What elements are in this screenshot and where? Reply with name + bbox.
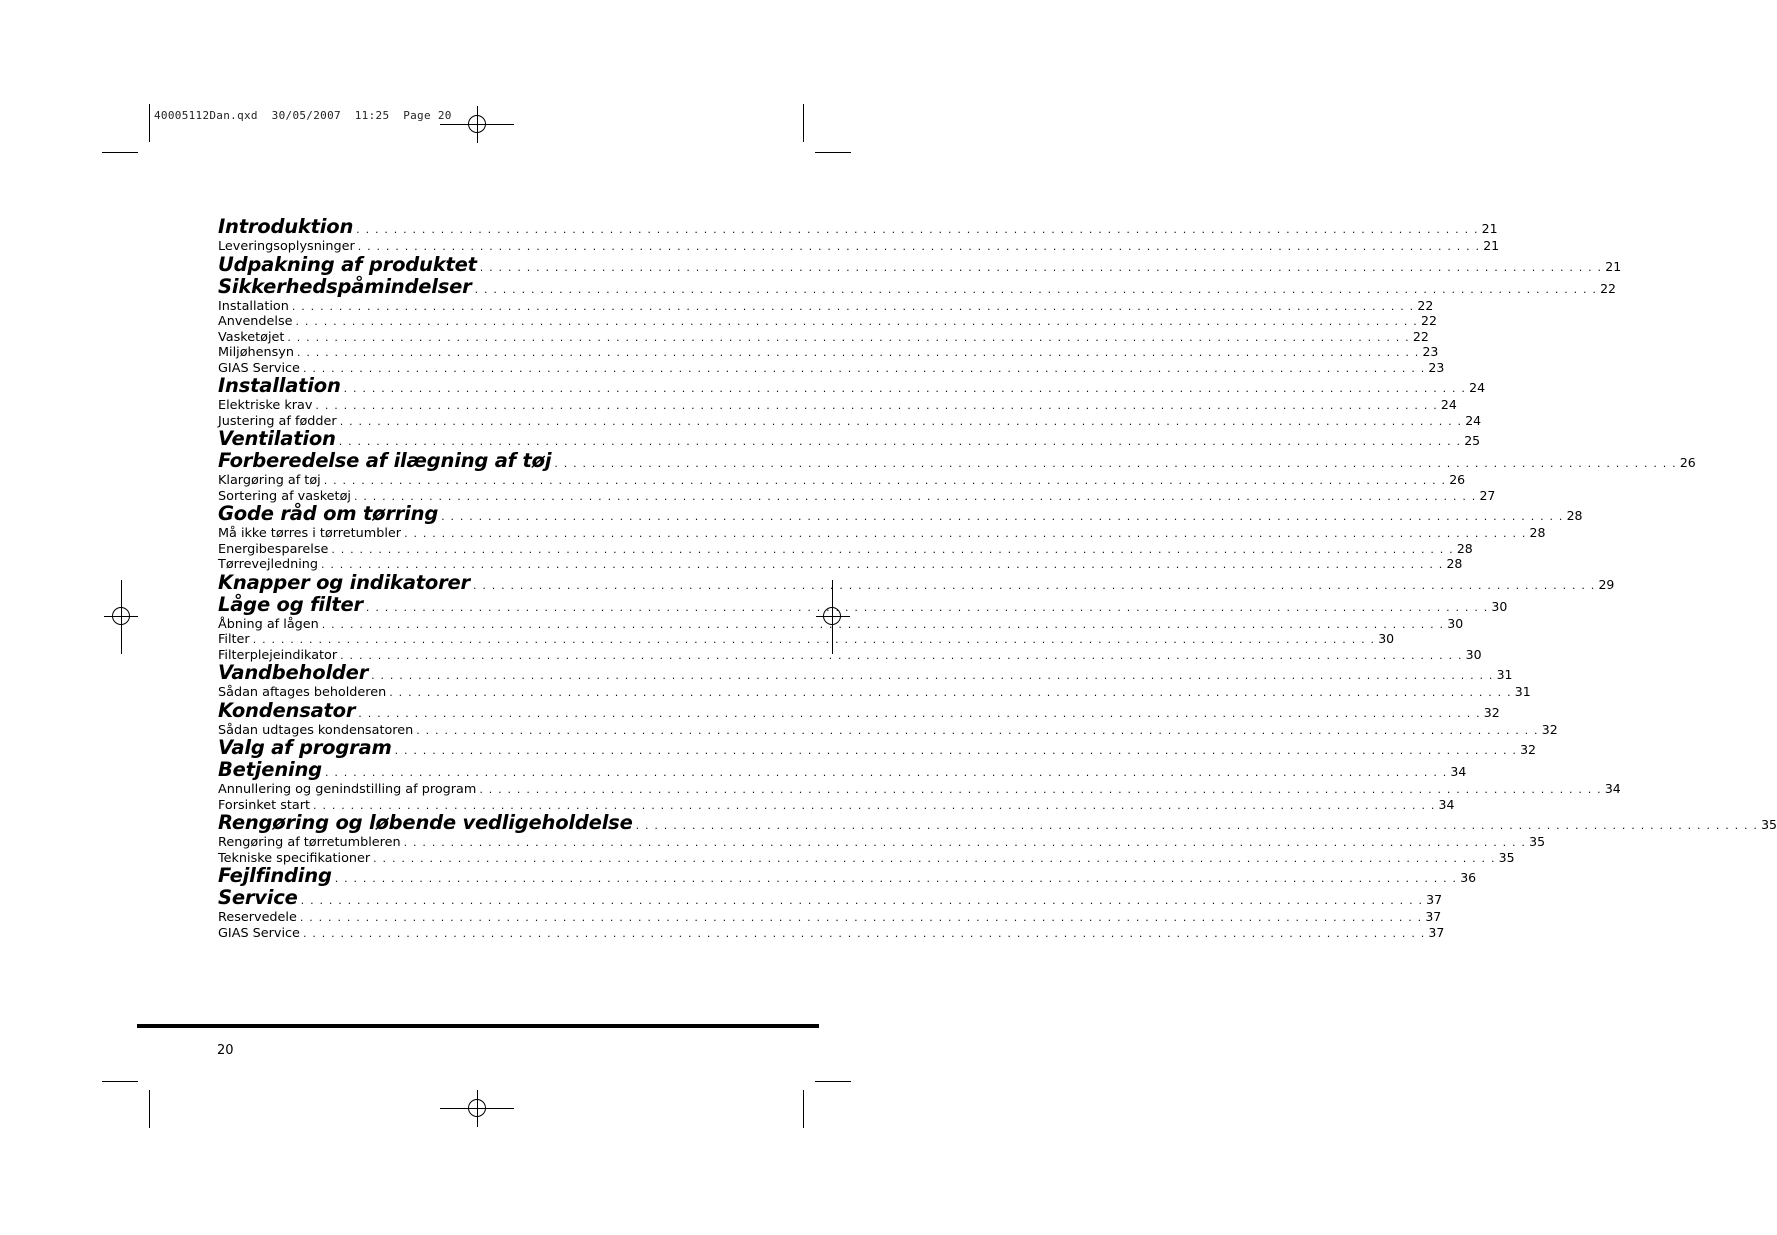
dot-leader: . . . . . . . . . . . . . . . . . . . . . . . . . . . . . . . . . . . . . . . . . . . . . . . . . . . . . . . . . . . . . . . . . . . . . . . . . . . . . . . . . . . . . . . . . . . . . . . . . . . . . . . . . . . . . . . . . . . . . . . . <box>302 926 1426 940</box>
toc-entry-page: 34 <box>1438 796 1455 812</box>
toc-subsection <box>218 359 1445 376</box>
toc-entry-page: 31 <box>1496 667 1513 682</box>
toc-entry-title: Rengøring og løbende vedligeholdelse <box>218 811 633 834</box>
dot-leader: . . . . . . . . . . . . . . . . . . . . . . . . . . . . . . . . . . . . . . . . . . . . . . . . . . . . . . . . . . . . . . . . . . . . . . . . . . . . . . . . . . . . . . . . . . . . . . . . . . . . . . . . . . . . . . . . . . . . . . . . <box>331 542 1454 556</box>
dot-leader: . . . . . . . . . . . . . . . . . . . . . . . . . . . . . . . . . . . . . . . . . . . . . . . . . . . . . . . . . . . . . . . . . . . . . . . . . . . . . . . . . . . . . . . . . . . . . . . . . . . . . . . . . . . . . . . . . . . . . . . . <box>339 414 1463 428</box>
toc-section <box>218 570 1615 594</box>
toc-subsection <box>218 525 1546 541</box>
toc-subsection <box>218 556 1463 572</box>
dot-leader: . . . . . . . . . . . . . . . . . . . . . . . . . . . . . . . . . . . . . . . . . . . . . . . . . . . . . . . . . . . . . . . . . . . . . . . . . . . . . . . . . . . . . . . . . . . . . . . . . . . . . . . . . . . . . . . . . . . . . . . . <box>313 798 1436 812</box>
dot-leader: . . . . . . . . . . . . . . . . . . . . . . . . . . . . . . . . . . . . . . . . . . . . . . . . . . . . . . . . . . . . . . . . . . . . . . . . . . . . . . . . . . . . . . . . . . . . . . . . . . . . . . . . . . . . . . . . . . . . . . . . <box>291 299 1415 313</box>
dot-leader: . . . . . . . . . . . . . . . . . . . . . . . . . . . . . . . . . . . . . . . . . . . . . . . . . . . . . . . . . . . . . . . . . . . . . . . . . . . . . . . . . . . . . . . . . . . . . . . . . . . . . . . . . . . . . . . . . . . . . . . . <box>474 282 1598 296</box>
dot-leader: . . . . . . . . . . . . . . . . . . . . . . . . . . . . . . . . . . . . . . . . . . . . . . . . . . . . . . . . . . . . . . . . . . . . . . . . . . . . . . . . . . . . . . . . . . . . . . . . . . . . . . . . . . . . . . . . . . . . . . . . <box>479 260 1603 274</box>
toc-subsection <box>218 472 1466 488</box>
toc-entry-title: Justering af fødder <box>218 413 337 429</box>
dot-leader: . . . . . . . . . . . . . . . . . . . . . . . . . . . . . . . . . . . . . . . . . . . . . . . . . . . . . . . . . . . . . . . . . . . . . . . . . . . . . . . . . . . . . . . . . . . . . . . . . . . . . . . . . . . . . . . . . . . . . . . . <box>299 911 1423 924</box>
dot-leader: . . . . . . . . . . . . . . . . . . . . . . . . . . . . . . . . . . . . . . . . . . . . . . . . . . . . . . . . . . . . . . . . . . . . . . . . . . . . . . . . . . . . . . . . . . . . . . . . . . . . . . . . . . . . . . . . . . . . . . . . <box>323 474 1447 487</box>
toc-entry-title: Annullering og genindstilling af program <box>218 782 477 797</box>
toc-entry-page: 32 <box>1541 721 1558 737</box>
dot-leader: . . . . . . . . . . . . . . . . . . . . . . . . . . . . . . . . . . . . . . . . . . . . . . . . . . . . . . . . . . . . . . . . . . . . . . . . . . . . . . . . . . . . . . . . . . . . . . . . . . . . . . . . . . . . . . . . . . . . . . . . <box>554 457 1677 470</box>
toc-entry-title: Filterplejeindikator <box>218 647 338 663</box>
toc-entry-page: 24 <box>1465 412 1482 428</box>
toc-section <box>218 736 1537 759</box>
toc-entry-title: Ventilation <box>218 427 336 450</box>
toc-subsection <box>218 721 1558 738</box>
dot-leader: . . . . . . . . . . . . . . . . . . . . . . . . . . . . . . . . . . . . . . . . . . . . . . . . . . . . . . . . . . . . . . . . . . . . . . . . . . . . . . . . . . . . . . . . . . . . . . . . . . . . . . . . . . . . . . . . . . . . . . . . <box>389 686 1512 699</box>
toc-entry-page: 29 <box>1598 576 1615 592</box>
toc-subsection <box>218 487 1496 504</box>
toc-entry-page: 32 <box>1483 704 1500 720</box>
toc-section <box>218 758 1467 781</box>
toc-entry-page: 37 <box>1428 924 1445 940</box>
dot-leader: . . . . . . . . . . . . . . . . . . . . . . . . . . . . . . . . . . . . . . . . . . . . . . . . . . . . . . . . . . . . . . . . . . . . . . . . . . . . . . . . . . . . . . . . . . . . . . . . . . . . . . . . . . . . . . . . . . . . . . . . <box>479 783 1602 796</box>
crop-mark <box>803 104 804 142</box>
dot-leader: . . . . . . . . . . . . . . . . . . . . . . . . . . . . . . . . . . . . . . . . . . . . . . . . . . . . . . . . . . . . . . . . . . . . . . . . . . . . . . . . . . . . . . . . . . . . . . . . . . . . . . . . . . . . . . . . . . . . . . . . <box>441 510 1564 523</box>
registration-circle-icon <box>468 1099 486 1117</box>
toc-subsection <box>218 849 1515 866</box>
dot-leader: . . . . . . . . . . . . . . . . . . . . . . . . . . . . . . . . . . . . . . . . . . . . . . . . . . . . . . . . . . . . . . . . . . . . . . . . . . . . . . . . . . . . . . . . . . . . . . . . . . . . . . . . . . . . . . . . . . . . . . . . <box>343 382 1467 395</box>
toc-subsection <box>218 924 1445 941</box>
toc-section <box>218 811 1777 834</box>
toc-entry-page: 30 <box>1465 646 1482 662</box>
toc-entry-page: 24 <box>1440 397 1457 412</box>
toc-subsection <box>218 615 1464 632</box>
toc-entry-title: Filter <box>218 632 250 647</box>
toc-entry-page: 31 <box>1514 684 1531 699</box>
toc-section <box>218 864 1477 887</box>
toc-entry-page: 32 <box>1520 742 1537 757</box>
toc-subsection <box>218 631 1395 647</box>
toc-entry-title: Rengøring af tørretumbleren <box>218 835 401 850</box>
toc-subsection <box>218 297 1434 314</box>
toc-entry-page: 37 <box>1425 909 1442 924</box>
toc-entry-title: Tekniske specifikationer <box>218 850 371 866</box>
dot-leader: . . . . . . . . . . . . . . . . . . . . . . . . . . . . . . . . . . . . . . . . . . . . . . . . . . . . . . . . . . . . . . . . . . . . . . . . . . . . . . . . . . . . . . . . . . . . . . . . . . . . . . . . . . . . . . . . . . . . . . . . <box>403 836 1527 849</box>
toc-entry-page: 37 <box>1426 892 1443 907</box>
footer-rule <box>137 1024 819 1028</box>
page-number: 20 <box>217 1043 234 1058</box>
toc-entry-page: 28 <box>1456 540 1473 556</box>
toc-section <box>218 661 1513 684</box>
toc-section <box>218 274 1616 298</box>
toc-entry-title: Reservedele <box>218 910 297 925</box>
toc-entry-page: 30 <box>1491 598 1508 614</box>
toc-entry-title: GIAS Service <box>218 360 300 376</box>
toc-entry-title: GIAS Service <box>218 925 300 941</box>
dot-leader: . . . . . . . . . . . . . . . . . . . . . . . . . . . . . . . . . . . . . . . . . . . . . . . . . . . . . . . . . . . . . . . . . . . . . . . . . . . . . . . . . . . . . . . . . . . . . . . . . . . . . . . . . . . . . . . . . . . . . . . . <box>358 706 1481 720</box>
toc-section <box>218 592 1508 616</box>
toc-entry-title: Sådan aftages beholderen <box>218 685 387 700</box>
toc-entry-title: Leveringsoplysninger <box>218 239 355 254</box>
dot-leader: . . . . . . . . . . . . . . . . . . . . . . . . . . . . . . . . . . . . . . . . . . . . . . . . . . . . . . . . . . . . . . . . . . . . . . . . . . . . . . . . . . . . . . . . . . . . . . . . . . . . . . . . . . . . . . . . . . . . . . . . <box>300 894 1424 907</box>
toc-subsection <box>218 344 1439 360</box>
dot-leader: . . . . . . . . . . . . . . . . . . . . . . . . . . . . . . . . . . . . . . . . . . . . . . . . . . . . . . . . . . . . . . . . . . . . . . . . . . . . . . . . . . . . . . . . . . . . . . . . . . . . . . . . . . . . . . . . . . . . . . . . <box>338 435 1462 448</box>
toc-entry-page: 21 <box>1483 238 1500 253</box>
printer-slug: 40005112Dan.qxd 30/05/2007 11:25 Page 20 <box>154 109 452 122</box>
toc-entry-page: 22 <box>1412 328 1429 344</box>
toc-entry-page: 36 <box>1460 870 1477 885</box>
toc-entry-title: Fejlfinding <box>218 864 332 887</box>
toc-entry-page: 22 <box>1417 297 1434 313</box>
toc-entry-title: Kondensator <box>218 698 356 722</box>
dot-leader: . . . . . . . . . . . . . . . . . . . . . . . . . . . . . . . . . . . . . . . . . . . . . . . . . . . . . . . . . . . . . . . . . . . . . . . . . . . . . . . . . . . . . . . . . . . . . . . . . . . . . . . . . . . . . . . . . . . . . . . . <box>287 330 1410 344</box>
toc-entry-page: 34 <box>1604 781 1621 796</box>
toc-entry-title: Sikkerhedspåmindelser <box>218 274 472 298</box>
toc-entry-page: 27 <box>1479 487 1496 503</box>
dot-leader: . . . . . . . . . . . . . . . . . . . . . . . . . . . . . . . . . . . . . . . . . . . . . . . . . . . . . . . . . . . . . . . . . . . . . . . . . . . . . . . . . . . . . . . . . . . . . . . . . . . . . . . . . . . . . . . . . . . . . . . . <box>357 240 1481 253</box>
table-of-contents <box>218 215 1777 941</box>
toc-entry-page: 35 <box>1761 817 1777 832</box>
toc-entry-page: 35 <box>1498 849 1515 865</box>
toc-entry-title: Vandbeholder <box>218 661 369 684</box>
dot-leader: . . . . . . . . . . . . . . . . . . . . . . . . . . . . . . . . . . . . . . . . . . . . . . . . . . . . . . . . . . . . . . . . . . . . . . . . . . . . . . . . . . . . . . . . . . . . . . . . . . . . . . . . . . . . . . . . . . . . . . . . <box>353 489 1477 503</box>
toc-entry-title: Valg af program <box>218 736 392 759</box>
registration-circle-icon <box>468 115 486 133</box>
toc-entry-page: 22 <box>1421 313 1437 328</box>
toc-entry-title: Introduktion <box>218 215 354 238</box>
toc-entry-title: Sådan udtages kondensatoren <box>218 722 414 738</box>
toc-entry-title: Installation <box>218 374 341 397</box>
toc-entry-title: Anvendelse <box>218 314 293 329</box>
toc-entry-page: 22 <box>1600 280 1616 296</box>
toc-section <box>218 886 1443 909</box>
toc-entry-title: Vasketøjet <box>218 329 285 345</box>
dot-leader: . . . . . . . . . . . . . . . . . . . . . . . . . . . . . . . . . . . . . . . . . . . . . . . . . . . . . . . . . . . . . . . . . . . . . . . . . . . . . . . . . . . . . . . . . . . . . . . . . . . . . . . . . . . . . . . . . . . . . . . . <box>334 872 1458 885</box>
toc-entry-title: Energibesparelse <box>218 541 329 557</box>
toc-subsection <box>218 238 1500 254</box>
toc-subsection <box>218 397 1457 413</box>
registration-circle-icon <box>112 607 130 625</box>
dot-leader: . . . . . . . . . . . . . . . . . . . . . . . . . . . . . . . . . . . . . . . . . . . . . . . . . . . . . . . . . . . . . . . . . . . . . . . . . . . . . . . . . . . . . . . . . . . . . . . . . . . . . . . . . . . . . . . . . . . . . . . . <box>404 527 1527 540</box>
toc-entry-title: Forberedelse af ilægning af tøj <box>218 449 552 472</box>
toc-entry-title: Sortering af vasketøj <box>218 488 351 504</box>
toc-subsection <box>218 412 1482 429</box>
dot-leader: . . . . . . . . . . . . . . . . . . . . . . . . . . . . . . . . . . . . . . . . . . . . . . . . . . . . . . . . . . . . . . . . . . . . . . . . . . . . . . . . . . . . . . . . . . . . . . . . . . . . . . . . . . . . . . . . . . . . . . . . <box>302 361 1426 375</box>
toc-entry-page: 34 <box>1450 764 1467 779</box>
toc-entry-page: 26 <box>1449 472 1466 487</box>
toc-subsection <box>218 796 1455 813</box>
crop-mark <box>815 152 851 153</box>
dot-leader: . . . . . . . . . . . . . . . . . . . . . . . . . . . . . . . . . . . . . . . . . . . . . . . . . . . . . . . . . . . . . . . . . . . . . . . . . . . . . . . . . . . . . . . . . . . . . . . . . . . . . . . . . . . . . . . . . . . . . . . . <box>252 633 1376 646</box>
dot-leader: . . . . . . . . . . . . . . . . . . . . . . . . . . . . . . . . . . . . . . . . . . . . . . . . . . . . . . . . . . . . . . . . . . . . . . . . . . . . . . . . . . . . . . . . . . . . . . . . . . . . . . . . . . . . . . . . . . . . . . . . <box>295 315 1418 328</box>
toc-entry-page: 25 <box>1464 433 1481 448</box>
toc-entry-title: Knapper og indikatorer <box>218 570 470 594</box>
dot-leader: . . . . . . . . . . . . . . . . . . . . . . . . . . . . . . . . . . . . . . . . . . . . . . . . . . . . . . . . . . . . . . . . . . . . . . . . . . . . . . . . . . . . . . . . . . . . . . . . . . . . . . . . . . . . . . . . . . . . . . . . <box>321 617 1445 631</box>
toc-section <box>218 252 1622 276</box>
crop-mark <box>102 1081 138 1082</box>
toc-entry-page: 21 <box>1605 258 1622 274</box>
toc-entry-title: Service <box>218 886 298 909</box>
toc-entry-page: 30 <box>1447 615 1464 631</box>
toc-entry-title: Installation <box>218 298 289 314</box>
dot-leader: . . . . . . . . . . . . . . . . . . . . . . . . . . . . . . . . . . . . . . . . . . . . . . . . . . . . . . . . . . . . . . . . . . . . . . . . . . . . . . . . . . . . . . . . . . . . . . . . . . . . . . . . . . . . . . . . . . . . . . . . <box>472 578 1596 592</box>
toc-section <box>218 449 1696 472</box>
toc-subsection <box>218 909 1442 925</box>
dot-leader: . . . . . . . . . . . . . . . . . . . . . . . . . . . . . . . . . . . . . . . . . . . . . . . . . . . . . . . . . . . . . . . . . . . . . . . . . . . . . . . . . . . . . . . . . . . . . . . . . . . . . . . . . . . . . . . . . . . . . . . . <box>365 600 1489 614</box>
toc-entry-page: 28 <box>1529 525 1546 540</box>
toc-entry-page: 24 <box>1469 380 1486 395</box>
dot-leader: . . . . . . . . . . . . . . . . . . . . . . . . . . . . . . . . . . . . . . . . . . . . . . . . . . . . . . . . . . . . . . . . . . . . . . . . . . . . . . . . . . . . . . . . . . . . . . . . . . . . . . . . . . . . . . . . . . . . . . . . <box>315 399 1438 412</box>
toc-entry-title: Tørrevejledning <box>218 557 318 572</box>
dot-leader: . . . . . . . . . . . . . . . . . . . . . . . . . . . . . . . . . . . . . . . . . . . . . . . . . . . . . . . . . . . . . . . . . . . . . . . . . . . . . . . . . . . . . . . . . . . . . . . . . . . . . . . . . . . . . . . . . . . . . . . . <box>373 851 1496 865</box>
toc-entry-title: Elektriske krav <box>218 398 313 413</box>
toc-entry-title: Må ikke tørres i tørretumbler <box>218 526 402 541</box>
toc-subsection <box>218 313 1437 329</box>
dot-leader: . . . . . . . . . . . . . . . . . . . . . . . . . . . . . . . . . . . . . . . . . . . . . . . . . . . . . . . . . . . . . . . . . . . . . . . . . . . . . . . . . . . . . . . . . . . . . . . . . . . . . . . . . . . . . . . . . . . . . . . . <box>321 558 1444 571</box>
toc-subsection <box>218 328 1429 345</box>
dot-leader: . . . . . . . . . . . . . . . . . . . . . . . . . . . . . . . . . . . . . . . . . . . . . . . . . . . . . . . . . . . . . . . . . . . . . . . . . . . . . . . . . . . . . . . . . . . . . . . . . . . . . . . . . . . . . . . . . . . . . . . . <box>371 669 1494 682</box>
dot-leader: . . . . . . . . . . . . . . . . . . . . . . . . . . . . . . . . . . . . . . . . . . . . . . . . . . . . . . . . . . . . . . . . . . . . . . . . . . . . . . . . . . . . . . . . . . . . . . . . . . . . . . . . . . . . . . . . . . . . . . . . <box>635 819 1759 832</box>
toc-section <box>218 374 1486 397</box>
toc-entry-title: Låge og filter <box>218 592 363 616</box>
dot-leader: . . . . . . . . . . . . . . . . . . . . . . . . . . . . . . . . . . . . . . . . . . . . . . . . . . . . . . . . . . . . . . . . . . . . . . . . . . . . . . . . . . . . . . . . . . . . . . . . . . . . . . . . . . . . . . . . . . . . . . . . <box>340 648 1463 662</box>
crop-mark <box>149 1090 150 1128</box>
toc-section <box>218 502 1583 525</box>
toc-subsection <box>218 540 1473 557</box>
toc-entry-title: Gode råd om tørring <box>218 502 439 525</box>
toc-subsection <box>218 834 1546 850</box>
toc-entry-page: 21 <box>1481 221 1498 236</box>
toc-entry-page: 28 <box>1566 508 1583 523</box>
toc-section <box>218 215 1498 238</box>
crop-mark <box>149 104 150 142</box>
dot-leader: . . . . . . . . . . . . . . . . . . . . . . . . . . . . . . . . . . . . . . . . . . . . . . . . . . . . . . . . . . . . . . . . . . . . . . . . . . . . . . . . . . . . . . . . . . . . . . . . . . . . . . . . . . . . . . . . . . . . . . . . <box>416 723 1539 737</box>
toc-entry-title: Klargøring af tøj <box>218 473 321 488</box>
dot-leader: . . . . . . . . . . . . . . . . . . . . . . . . . . . . . . . . . . . . . . . . . . . . . . . . . . . . . . . . . . . . . . . . . . . . . . . . . . . . . . . . . . . . . . . . . . . . . . . . . . . . . . . . . . . . . . . . . . . . . . . . <box>296 346 1420 359</box>
toc-entry-page: 23 <box>1422 344 1439 359</box>
crop-mark <box>815 1081 851 1082</box>
toc-entry-title: Åbning af lågen <box>218 616 319 632</box>
toc-entry-title: Miljøhensyn <box>218 345 294 360</box>
toc-entry-title: Forsinket start <box>218 797 311 813</box>
dot-leader: . . . . . . . . . . . . . . . . . . . . . . . . . . . . . . . . . . . . . . . . . . . . . . . . . . . . . . . . . . . . . . . . . . . . . . . . . . . . . . . . . . . . . . . . . . . . . . . . . . . . . . . . . . . . . . . . . . . . . . . . <box>324 766 1448 779</box>
toc-entry-page: 28 <box>1446 556 1463 571</box>
toc-section <box>218 698 1500 722</box>
crop-mark <box>102 152 138 153</box>
toc-subsection <box>218 646 1482 663</box>
toc-entry-page: 26 <box>1679 455 1696 470</box>
toc-entry-page: 35 <box>1529 834 1546 849</box>
toc-entry-title: Udpakning af produktet <box>218 252 477 276</box>
dot-leader: . . . . . . . . . . . . . . . . . . . . . . . . . . . . . . . . . . . . . . . . . . . . . . . . . . . . . . . . . . . . . . . . . . . . . . . . . . . . . . . . . . . . . . . . . . . . . . . . . . . . . . . . . . . . . . . . . . . . . . . . <box>356 223 1479 236</box>
toc-entry-page: 30 <box>1378 631 1395 646</box>
toc-entry-title: Betjening <box>218 758 322 781</box>
dot-leader: . . . . . . . . . . . . . . . . . . . . . . . . . . . . . . . . . . . . . . . . . . . . . . . . . . . . . . . . . . . . . . . . . . . . . . . . . . . . . . . . . . . . . . . . . . . . . . . . . . . . . . . . . . . . . . . . . . . . . . . . <box>394 744 1518 757</box>
toc-section <box>218 427 1481 450</box>
toc-entry-page: 23 <box>1428 359 1445 375</box>
toc-subsection <box>218 684 1531 700</box>
crop-mark <box>803 1090 804 1128</box>
